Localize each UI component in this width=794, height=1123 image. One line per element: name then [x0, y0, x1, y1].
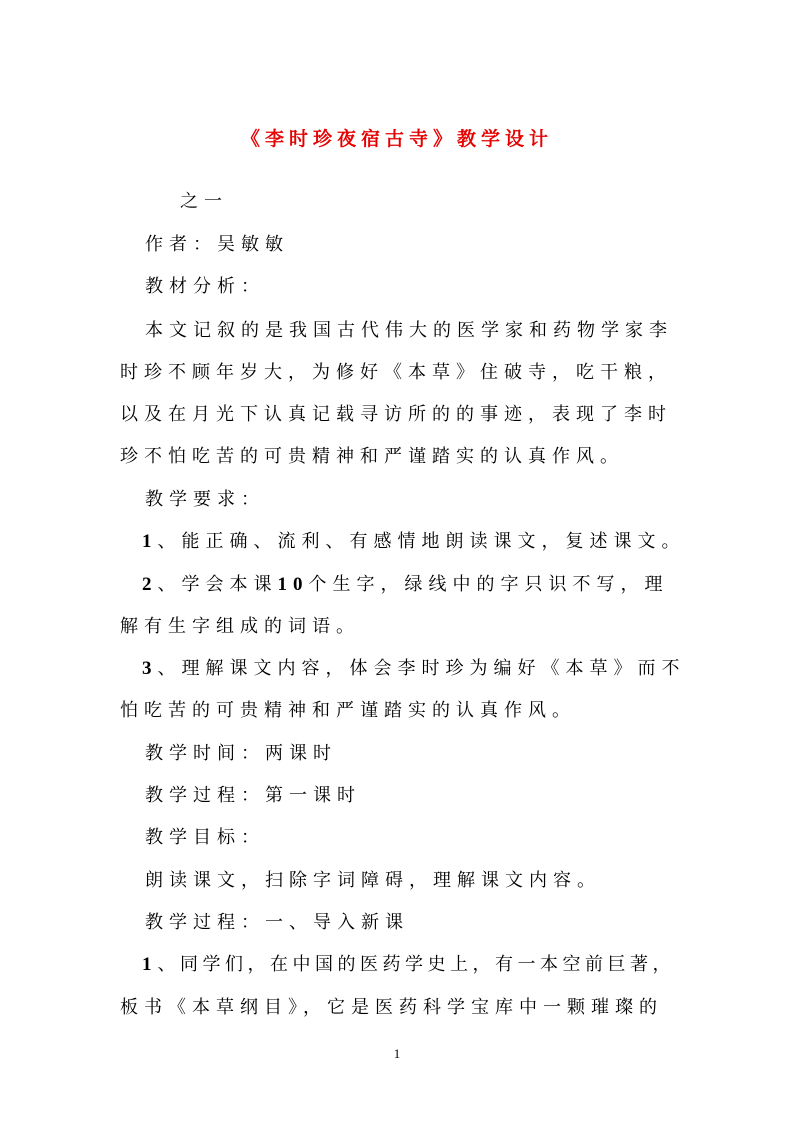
section-heading-requirements: 教学要求：	[145, 489, 265, 510]
list-number: 1	[142, 954, 158, 975]
list-text: 个生字，绿线中的字只识不写，理	[308, 574, 669, 595]
section-heading-material: 教材分析：	[145, 276, 265, 297]
text-line: 解有生字组成的词语。	[120, 616, 360, 637]
text-line: 珍不怕吃苦的可贵精神和严谨踏实的认真作风。	[120, 446, 624, 467]
list-item-step-1	[142, 946, 702, 984]
author-line: 作者：吴敏敏	[145, 234, 289, 255]
text-line: 怕吃苦的可贵精神和严谨踏实的认真作风。	[120, 700, 576, 721]
teaching-process-line: 教学过程：第一课时	[145, 785, 361, 806]
list-text: 、能正确、流利、有感情地朗读课文，复述课文。	[157, 531, 686, 552]
subtitle-line: 之一	[180, 191, 228, 212]
character-count: 10	[277, 574, 309, 595]
list-text: 、学会本课	[157, 574, 278, 595]
teaching-time-line: 教学时间：两课时	[145, 743, 337, 764]
list-number: 2	[142, 574, 158, 595]
text-line: 以及在月光下认真记载寻访所的的事迹，表现了李时	[120, 404, 672, 425]
list-text: 、同学们，在中国的医药学史上，有一本空前巨著，	[157, 954, 675, 975]
text-line: 板书《本草纲目》，它是医药科学宝库中一颗璀璨的	[120, 997, 663, 1018]
text-line: 时珍不顾年岁大，为修好《本草》住破寺，吃干粮，	[120, 362, 672, 383]
list-number: 1	[142, 531, 158, 552]
list-number: 3	[142, 658, 158, 679]
section-heading-objectives: 教学目标：	[145, 827, 265, 848]
text-line: 本文记叙的是我国古代伟大的医学家和药物学家李	[145, 320, 673, 341]
list-item-3	[142, 650, 702, 688]
document-title: 《李时珍夜宿古寺》教学设计	[240, 128, 553, 150]
list-item-1	[142, 523, 702, 561]
list-item-2	[142, 566, 702, 604]
list-text: 、理解课文内容，体会李时珍为编好《本草》而不	[157, 658, 686, 679]
objectives-text: 朗读课文，扫除字词障碍，理解课文内容。	[145, 870, 601, 891]
teaching-process-step: 教学过程：一、导入新课	[145, 912, 409, 933]
page-number: 1	[393, 1046, 401, 1061]
